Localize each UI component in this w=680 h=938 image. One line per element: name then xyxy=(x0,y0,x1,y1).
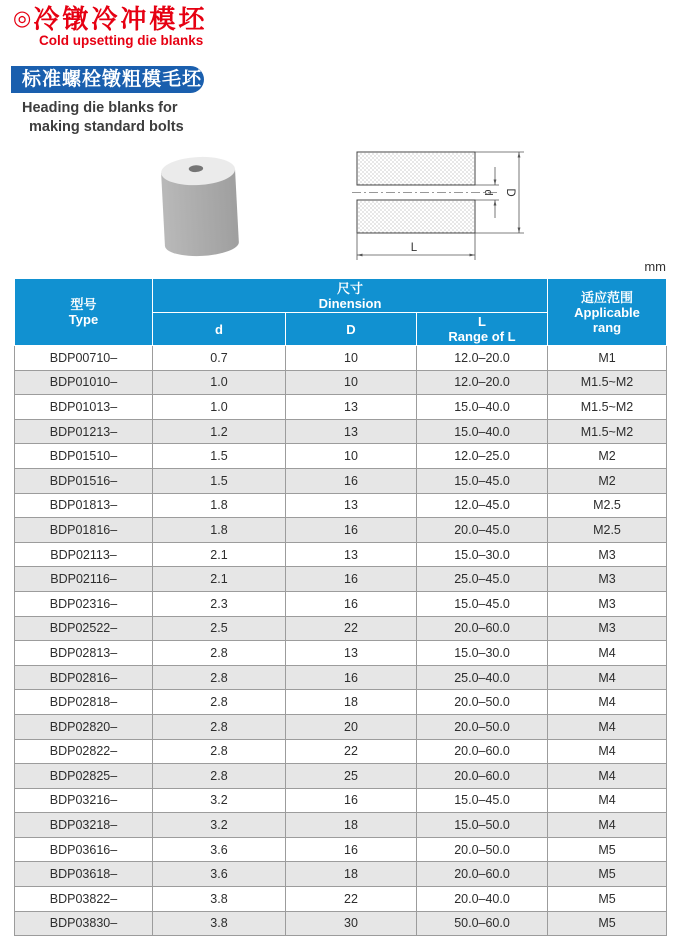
cell-type-code: BDP01816– xyxy=(15,518,153,543)
cell-range-L: 50.0–60.0 xyxy=(417,911,548,936)
subtitle-line2: making standard bolts xyxy=(29,119,184,135)
cell-range-L: 12.0–45.0 xyxy=(417,493,548,518)
cell-applicable-range: M2.5 xyxy=(548,493,667,518)
table-row xyxy=(15,444,667,469)
cell-type-code: BDP02816– xyxy=(15,665,153,690)
cell-dim-d: 1.5 xyxy=(153,468,286,493)
cell-range-L: 25.0–40.0 xyxy=(417,665,548,690)
cell-dim-d: 2.8 xyxy=(153,714,286,739)
cell-applicable-range: M4 xyxy=(548,764,667,789)
bullseye-icon: ◎ xyxy=(13,7,32,30)
cell-dim-D: 10 xyxy=(286,444,417,469)
die-blank-photo xyxy=(160,153,240,265)
cell-dim-d: 1.0 xyxy=(153,395,286,420)
cell-applicable-range: M1.5~M2 xyxy=(548,370,667,395)
cell-dim-d: 1.0 xyxy=(153,370,286,395)
cell-dim-D: 16 xyxy=(286,837,417,862)
spec-table-header xyxy=(15,279,667,346)
cell-range-L: 12.0–20.0 xyxy=(417,370,548,395)
col-header-dimension xyxy=(153,279,548,313)
table-row xyxy=(15,665,667,690)
cell-type-code: BDP02522– xyxy=(15,616,153,641)
col-header-L xyxy=(417,313,548,346)
cell-range-L: 20.0–50.0 xyxy=(417,837,548,862)
cell-dim-d: 1.5 xyxy=(153,444,286,469)
cell-type-code: BDP01213– xyxy=(15,419,153,444)
cell-applicable-range: M4 xyxy=(548,641,667,666)
cell-dim-D: 13 xyxy=(286,395,417,420)
dimension-d-label: d xyxy=(482,189,495,196)
cell-dim-D: 18 xyxy=(286,862,417,887)
table-row xyxy=(15,788,667,813)
cell-applicable-range: M4 xyxy=(548,813,667,838)
cell-applicable-range: M4 xyxy=(548,714,667,739)
dimension-D-label: D xyxy=(503,188,516,197)
cell-range-L: 12.0–25.0 xyxy=(417,444,548,469)
cell-applicable-range: M3 xyxy=(548,591,667,616)
cell-type-code: BDP02813– xyxy=(15,641,153,666)
table-row xyxy=(15,690,667,715)
section-banner-label: 标准螺栓镦粗模毛坯 xyxy=(22,69,203,90)
cell-range-L: 20.0–45.0 xyxy=(417,518,548,543)
table-row xyxy=(15,346,667,371)
table-row xyxy=(15,591,667,616)
table-row xyxy=(15,739,667,764)
cell-applicable-range: M4 xyxy=(548,788,667,813)
cell-range-L: 15.0–45.0 xyxy=(417,788,548,813)
cell-applicable-range: M3 xyxy=(548,616,667,641)
table-row xyxy=(15,518,667,543)
table-row xyxy=(15,616,667,641)
cell-dim-D: 10 xyxy=(286,370,417,395)
cell-dim-d: 2.5 xyxy=(153,616,286,641)
cell-type-code: BDP02820– xyxy=(15,714,153,739)
table-row xyxy=(15,542,667,567)
cell-range-L: 20.0–60.0 xyxy=(417,739,548,764)
cell-dim-d: 2.1 xyxy=(153,567,286,592)
cell-range-L: 20.0–40.0 xyxy=(417,887,548,912)
cell-applicable-range: M4 xyxy=(548,665,667,690)
col-header-type-zh: 型号 xyxy=(70,297,97,312)
table-row xyxy=(15,764,667,789)
cell-dim-d: 3.6 xyxy=(153,862,286,887)
cell-dim-D: 10 xyxy=(286,346,417,371)
cell-type-code: BDP01813– xyxy=(15,493,153,518)
table-row xyxy=(15,813,667,838)
cell-dim-d: 2.8 xyxy=(153,690,286,715)
table-row xyxy=(15,911,667,936)
col-header-dimension-en: Dinension xyxy=(318,295,382,311)
cell-range-L: 15.0–50.0 xyxy=(417,813,548,838)
cell-dim-D: 13 xyxy=(286,542,417,567)
cell-range-L: 15.0–45.0 xyxy=(417,591,548,616)
cell-applicable-range: M5 xyxy=(548,887,667,912)
table-row xyxy=(15,493,667,518)
section-subtitle xyxy=(14,99,184,137)
cell-applicable-range: M4 xyxy=(548,690,667,715)
cell-type-code: BDP01510– xyxy=(15,444,153,469)
table-row xyxy=(15,395,667,420)
cell-range-L: 15.0–40.0 xyxy=(417,419,548,444)
section-banner xyxy=(11,66,204,93)
page-title xyxy=(13,5,207,33)
dimension-L-label: L xyxy=(410,242,418,254)
cell-dim-D: 25 xyxy=(286,764,417,789)
cell-dim-d: 2.8 xyxy=(153,665,286,690)
cell-dim-D: 16 xyxy=(286,468,417,493)
cell-dim-D: 13 xyxy=(286,641,417,666)
col-header-L-letter: L xyxy=(478,314,486,329)
cell-dim-D: 18 xyxy=(286,813,417,838)
table-row xyxy=(15,641,667,666)
cell-dim-D: 16 xyxy=(286,788,417,813)
cell-dim-D: 13 xyxy=(286,493,417,518)
cell-range-L: 20.0–60.0 xyxy=(417,616,548,641)
cell-dim-d: 1.2 xyxy=(153,419,286,444)
cell-applicable-range: M3 xyxy=(548,567,667,592)
cell-range-L: 12.0–20.0 xyxy=(417,346,548,371)
cell-applicable-range: M2 xyxy=(548,468,667,493)
cell-applicable-range: M3 xyxy=(548,542,667,567)
page-title-en: Cold upsetting die blanks xyxy=(39,33,204,48)
table-row xyxy=(15,370,667,395)
col-header-applicable-en1: Applicable xyxy=(574,304,640,320)
cell-type-code: BDP03618– xyxy=(15,862,153,887)
cell-type-code: BDP03616– xyxy=(15,837,153,862)
cell-dim-D: 18 xyxy=(286,690,417,715)
cell-type-code: BDP02316– xyxy=(15,591,153,616)
col-header-applicable-zh: 适应范围 xyxy=(580,289,633,305)
cell-type-code: BDP02825– xyxy=(15,764,153,789)
cell-applicable-range: M5 xyxy=(548,862,667,887)
cell-type-code: BDP02113– xyxy=(15,542,153,567)
spec-table xyxy=(14,278,667,936)
cell-range-L: 20.0–60.0 xyxy=(417,862,548,887)
hatch-bottom xyxy=(357,200,475,233)
table-row xyxy=(15,567,667,592)
cell-dim-D: 16 xyxy=(286,591,417,616)
col-header-type-en: Type xyxy=(68,312,99,327)
table-row xyxy=(15,887,667,912)
col-header-d: d xyxy=(153,313,286,346)
cell-dim-D: 30 xyxy=(286,911,417,936)
cell-dim-d: 2.1 xyxy=(153,542,286,567)
cell-applicable-range: M5 xyxy=(548,911,667,936)
cell-dim-d: 1.8 xyxy=(153,493,286,518)
cell-range-L: 20.0–60.0 xyxy=(417,764,548,789)
cell-range-L: 20.0–50.0 xyxy=(417,690,548,715)
cell-type-code: BDP02818– xyxy=(15,690,153,715)
die-blank-drawing xyxy=(352,145,530,267)
unit-label: mm xyxy=(644,259,666,274)
cell-dim-D: 22 xyxy=(286,739,417,764)
cell-dim-d: 3.2 xyxy=(153,788,286,813)
cell-dim-d: 3.8 xyxy=(153,887,286,912)
cell-type-code: BDP03830– xyxy=(15,911,153,936)
subtitle-line1: Heading die blanks for xyxy=(22,100,178,116)
table-row xyxy=(15,862,667,887)
cylinder-shape xyxy=(160,155,239,258)
col-header-D: D xyxy=(286,313,417,346)
cell-applicable-range: M1.5~M2 xyxy=(548,395,667,420)
cell-applicable-range: M2.5 xyxy=(548,518,667,543)
cell-range-L: 20.0–50.0 xyxy=(417,714,548,739)
cell-range-L: 15.0–30.0 xyxy=(417,641,548,666)
cell-applicable-range: M5 xyxy=(548,837,667,862)
hatch-top xyxy=(357,152,475,185)
cell-dim-d: 3.6 xyxy=(153,837,286,862)
cell-type-code: BDP03218– xyxy=(15,813,153,838)
cell-dim-d: 3.2 xyxy=(153,813,286,838)
cell-dim-D: 16 xyxy=(286,518,417,543)
table-row xyxy=(15,714,667,739)
col-header-range-of-L: Range of L xyxy=(448,329,516,344)
cell-dim-d: 3.8 xyxy=(153,911,286,936)
cell-type-code: BDP00710– xyxy=(15,346,153,371)
cell-dim-D: 22 xyxy=(286,616,417,641)
cell-dim-D: 16 xyxy=(286,665,417,690)
cell-dim-D: 13 xyxy=(286,419,417,444)
col-header-applicable-en2: rang xyxy=(592,319,622,335)
table-row xyxy=(15,837,667,862)
col-header-applicable xyxy=(548,279,667,346)
cell-applicable-range: M1.5~M2 xyxy=(548,419,667,444)
cell-range-L: 15.0–30.0 xyxy=(417,542,548,567)
cell-dim-d: 2.8 xyxy=(153,641,286,666)
cell-type-code: BDP02822– xyxy=(15,739,153,764)
cell-type-code: BDP02116– xyxy=(15,567,153,592)
cell-applicable-range: M1 xyxy=(548,346,667,371)
cell-applicable-range: M2 xyxy=(548,444,667,469)
cell-dim-d: 2.8 xyxy=(153,764,286,789)
cell-dim-d: 2.3 xyxy=(153,591,286,616)
spec-table-body xyxy=(15,346,667,936)
cell-dim-d: 1.8 xyxy=(153,518,286,543)
cell-range-L: 15.0–40.0 xyxy=(417,395,548,420)
cell-range-L: 25.0–45.0 xyxy=(417,567,548,592)
cell-type-code: BDP01010– xyxy=(15,370,153,395)
col-header-type xyxy=(15,279,153,346)
cell-type-code: BDP03822– xyxy=(15,887,153,912)
table-row xyxy=(15,419,667,444)
cell-type-code: BDP01516– xyxy=(15,468,153,493)
cell-type-code: BDP03216– xyxy=(15,788,153,813)
cell-dim-D: 20 xyxy=(286,714,417,739)
cell-dim-D: 16 xyxy=(286,567,417,592)
cell-applicable-range: M4 xyxy=(548,739,667,764)
cell-dim-d: 2.8 xyxy=(153,739,286,764)
cell-range-L: 15.0–45.0 xyxy=(417,468,548,493)
col-header-dimension-zh: 尺寸 xyxy=(336,280,363,296)
cell-dim-d: 0.7 xyxy=(153,346,286,371)
page-title-zh: 冷镦冷冲模坯 xyxy=(33,4,208,34)
table-row xyxy=(15,468,667,493)
cell-dim-D: 22 xyxy=(286,887,417,912)
cell-type-code: BDP01013– xyxy=(15,395,153,420)
